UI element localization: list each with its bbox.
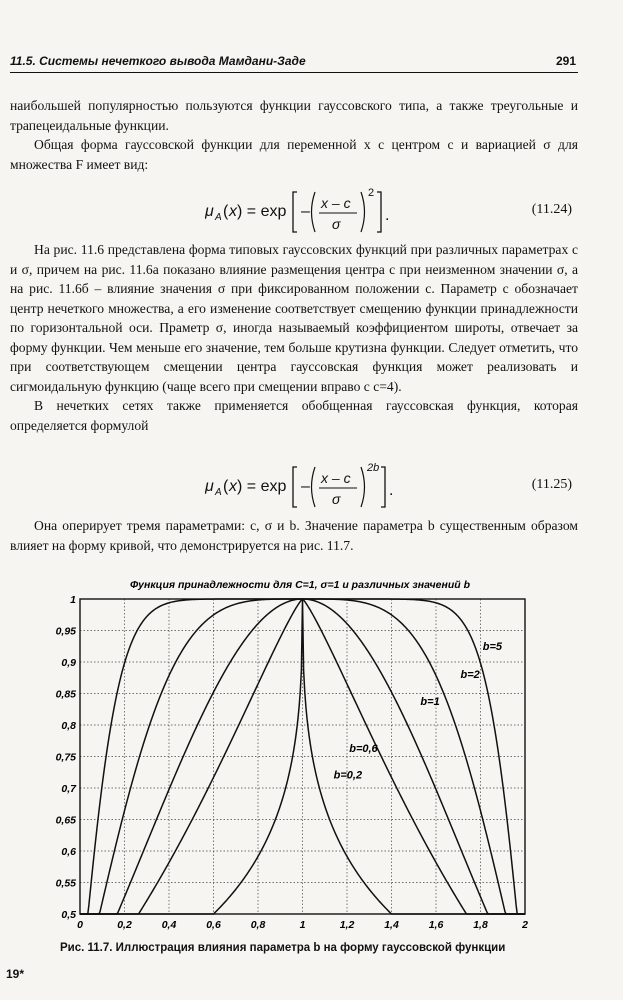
- paragraph-2: Общая форма гауссовской функции для переменной x с центром c и вариацией σ для множества F имеет вид:: [10, 137, 578, 172]
- figure-11-7-chart: [0, 572, 623, 937]
- x-tick-label: 1,4: [384, 919, 399, 931]
- svg-text:.: .: [385, 207, 390, 224]
- x-tick-label: 1,8: [473, 919, 488, 931]
- svg-text:x – c: x – c: [321, 470, 351, 486]
- y-tick-label: 0,8: [61, 720, 76, 732]
- svg-text:σ: σ: [332, 491, 341, 507]
- y-tick-label: 0,5: [61, 909, 76, 921]
- header-section-title: 11.5. Системы нечеткого вывода Мамдани-Заде: [10, 54, 306, 68]
- y-tick-label: 0,9: [61, 657, 76, 669]
- paragraph-3: На рис. 11.6 представлена форма типовых гауссовских функций при различных параметрах c и σ, причем на рис. 11.6a показано влияние размещения центра c при неизменном значении σ, а на рис. 11.6б – влияние значения σ при фиксированном положении c. Параметр c обозначает центр нечеткого множества, а его изменение соответствует смещению функции принадлежности по горизонтальной оси. Праметр σ, иногда называемый коэффициентом широты, отвечает за форму функции. Чем меньше его значение, тем больше крутизна функции. Следует отметить, что при соответствующем смещении центра гауссовская функция может реализовать и сигмоидальную функцию (чаще всего при смещении вправо с c=4).: [10, 242, 578, 394]
- y-tick-label: 0,6: [61, 846, 76, 858]
- paragraph-1: наибольшей популярностью пользуются функции гауссовского типа, а также треугольные и трапецеидальные функции.: [10, 98, 578, 133]
- x-tick-label: 0: [77, 919, 83, 931]
- y-tick-label: 0,75: [55, 751, 76, 764]
- y-tick-label: 0,65: [55, 814, 76, 827]
- sheet-signature: 19*: [6, 967, 25, 981]
- svg-text:σ: σ: [332, 216, 341, 232]
- figure-caption: Рис. 11.7. Иллюстрация влияния параметра b на форму гауссовской функции: [60, 942, 506, 954]
- series-label: b=0,6: [349, 743, 378, 756]
- x-tick-label: 0,6: [206, 919, 221, 931]
- y-tick-label: 0,95: [55, 625, 76, 638]
- equation-number: (11.24): [531, 202, 572, 217]
- series-label: b=0,2: [333, 769, 363, 782]
- equation-number: (11.25): [531, 477, 572, 492]
- equation-11-25-formula: [205, 455, 405, 515]
- text-block-3: [10, 516, 578, 555]
- svg-text:2: 2: [368, 187, 375, 199]
- equation-11-25: [10, 455, 578, 515]
- paragraph-4: В нечетких сетях также применяется обобщенная гауссовская функция, которая определяется формулой: [10, 398, 578, 433]
- series-label: b=1: [420, 695, 440, 708]
- svg-text:x: x: [229, 203, 237, 220]
- x-tick-label: 1: [299, 919, 306, 931]
- y-tick-label: 0,7: [61, 783, 76, 795]
- page-number: 291: [555, 54, 576, 68]
- text-block-2: [10, 240, 578, 435]
- svg-text:A: A: [215, 212, 222, 223]
- y-tick-label: 1: [70, 594, 76, 606]
- chart-title: Функция принадлежности для C=1, σ=1 и различных значений b: [129, 579, 471, 591]
- x-tick-label: 2: [522, 919, 528, 931]
- svg-text:) = exp: ) = exp: [237, 478, 287, 495]
- svg-text:(: (: [223, 478, 229, 495]
- series-label: b=2: [460, 668, 480, 681]
- x-tick-label: 0,8: [250, 919, 266, 931]
- svg-text:(: (: [223, 203, 229, 220]
- svg-text:μ: μ: [205, 478, 214, 495]
- paragraph-5: Она оперирует тремя параметрами: c, σ и b. Значение параметра b существенным образом влияет на форму кривой, что демонстрируется на рис. 11.7.: [10, 518, 578, 553]
- svg-text:2b: 2b: [367, 462, 380, 474]
- svg-text:x – c: x – c: [321, 195, 351, 211]
- svg-text:x: x: [229, 478, 237, 495]
- running-header: [10, 52, 578, 73]
- x-tick-label: 1,6: [428, 919, 444, 931]
- svg-text:) = exp: ) = exp: [237, 203, 287, 220]
- x-tick-label: 0,4: [161, 919, 177, 931]
- equation-11-24: [10, 180, 578, 240]
- text-block-1: [10, 96, 578, 174]
- svg-text:–: –: [301, 478, 310, 495]
- equation-11-24-formula: [205, 180, 405, 240]
- x-tick-label: 1,2: [339, 919, 355, 931]
- x-tick-label: 0,2: [117, 919, 132, 931]
- svg-text:μ: μ: [205, 203, 214, 220]
- y-tick-label: 0,55: [55, 877, 76, 890]
- svg-text:–: –: [301, 203, 310, 220]
- svg-text:A: A: [215, 487, 222, 498]
- svg-text:.: .: [389, 482, 394, 499]
- y-tick-label: 0,85: [55, 688, 76, 701]
- series-label: b=5: [482, 641, 502, 654]
